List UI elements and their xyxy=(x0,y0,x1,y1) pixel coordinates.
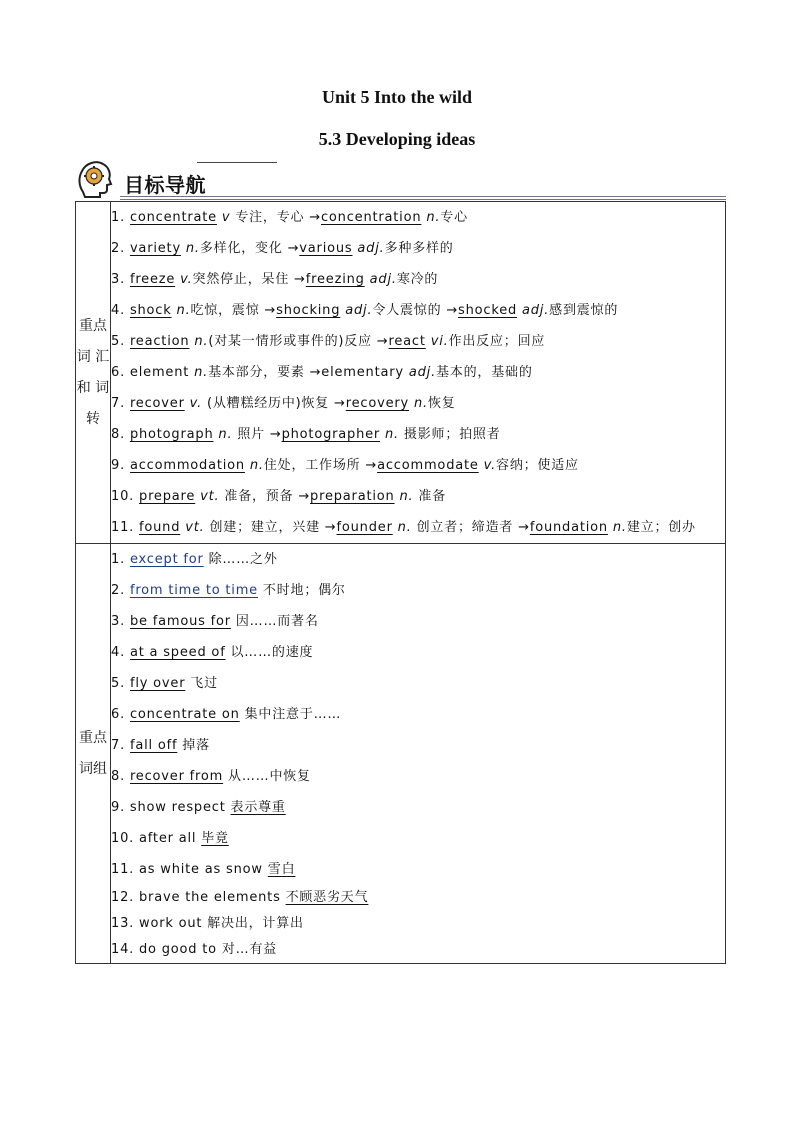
item-text: (从糟糕经历中)恢复 → xyxy=(206,396,346,411)
term-text: concentrate on xyxy=(129,707,240,722)
term-text: 雪白 xyxy=(267,862,296,877)
banner-topline xyxy=(197,162,277,163)
item-text: 寒冷的 xyxy=(396,272,439,287)
page-subtitle: 5.3 Developing ideas xyxy=(318,129,476,149)
item-text: 1. xyxy=(111,210,130,225)
item-text: 4. xyxy=(111,303,130,318)
item-text: 基本部分，要素 →elementary xyxy=(208,365,409,380)
category-line: 重点 xyxy=(79,729,107,746)
category-line: 词 汇 xyxy=(76,348,110,365)
term-text: fly over xyxy=(129,676,186,691)
phrase-items-cell xyxy=(111,544,726,964)
item-text: v. xyxy=(175,272,193,287)
item-text: 令人震惊的 → xyxy=(372,303,459,318)
phrase-section xyxy=(76,544,726,964)
item-text: 4. xyxy=(111,645,130,660)
item-text: 专注，专心 → xyxy=(235,210,321,225)
vocab-items-cell xyxy=(111,202,726,544)
item-text: 6. element xyxy=(111,365,195,380)
item-text: 感到震惊的 xyxy=(549,303,619,318)
vocab-item xyxy=(111,264,725,295)
item-text: 照片 → xyxy=(232,427,282,442)
vocab-item xyxy=(111,326,725,357)
phrase-item xyxy=(111,761,725,792)
term-text: reaction xyxy=(129,334,190,349)
term-text: from time to time xyxy=(129,583,258,598)
term-text: be famous for xyxy=(129,614,231,629)
item-text: 飞过 xyxy=(185,676,218,691)
term-text: freeze xyxy=(129,272,176,287)
term-text: except for xyxy=(129,552,204,567)
term-text: founder xyxy=(336,520,393,535)
item-text: vt. xyxy=(180,520,205,535)
phrase-item xyxy=(111,575,725,606)
item-text: 3. xyxy=(111,614,130,629)
phrase-item xyxy=(111,911,725,937)
item-text: v xyxy=(216,210,236,225)
item-text: vt. xyxy=(195,489,220,504)
banner-rule xyxy=(120,199,726,200)
item-text: 5. xyxy=(111,676,130,691)
item-text: 准备 xyxy=(413,489,447,504)
item-text: 8. xyxy=(111,427,130,442)
item-text: 9. xyxy=(111,458,130,473)
item-text: 住处，工作场所 → xyxy=(263,458,378,473)
item-text: 11. as white as snow xyxy=(111,862,268,877)
term-text: photographer xyxy=(281,427,381,442)
phrase-category-cell xyxy=(76,544,111,964)
item-text: 6. xyxy=(111,707,130,722)
item-text: 7. xyxy=(111,396,130,411)
term-text: recover from xyxy=(129,769,224,784)
item-text: n. xyxy=(421,210,441,225)
term-text: freezing xyxy=(305,272,365,287)
vocab-item xyxy=(111,512,725,543)
item-text: v. xyxy=(478,458,497,473)
item-text: 因……而著名 xyxy=(230,614,319,629)
term-text: prepare xyxy=(139,489,196,504)
item-text: 14. do good to 对…有益 xyxy=(111,942,278,957)
item-text: adj. xyxy=(408,365,437,380)
item-text: 10. after all xyxy=(111,831,202,846)
item-text: 创建；建立，兴建 → xyxy=(204,520,337,535)
item-text: n. xyxy=(380,427,399,442)
term-text: photograph xyxy=(129,427,214,442)
category-line: 词组 xyxy=(79,760,107,777)
item-text: 作出反应；回应 xyxy=(448,334,546,349)
item-text: 集中注意于…… xyxy=(239,707,342,722)
page-title: Unit 5 Into the wild xyxy=(321,87,473,107)
phrase-item xyxy=(111,606,725,637)
term-text: foundation xyxy=(529,520,608,535)
phrase-item xyxy=(111,699,725,730)
vocab-item xyxy=(111,357,725,388)
phrase-item xyxy=(111,730,725,761)
item-text: 恢复 xyxy=(427,396,456,411)
term-text: accommodate xyxy=(377,458,479,473)
item-text: (对某一情形或事件的)反应 → xyxy=(208,334,389,349)
vocab-item xyxy=(111,419,725,450)
item-text: 多种多样的 xyxy=(384,241,454,256)
item-text: n. xyxy=(392,520,412,535)
item-text: 不时地；偶尔 xyxy=(257,583,346,598)
phrase-item xyxy=(111,854,725,885)
term-text: concentrate xyxy=(129,210,217,225)
item-text: adj. xyxy=(340,303,373,318)
term-text: 表示尊重 xyxy=(230,800,286,815)
vocab-item xyxy=(111,295,725,326)
phrase-item xyxy=(111,937,725,963)
term-text: recover xyxy=(129,396,185,411)
phrase-item xyxy=(111,823,725,854)
phrase-item xyxy=(111,792,725,823)
term-text: fall off xyxy=(129,738,178,753)
item-text: 7. xyxy=(111,738,130,753)
item-text: 多样化，变化 → xyxy=(199,241,300,256)
term-text: react xyxy=(388,334,426,349)
vocab-item xyxy=(111,450,725,481)
item-text: 以……的速度 xyxy=(225,645,314,660)
item-text: 准备，预备 → xyxy=(219,489,311,504)
phrase-item xyxy=(111,637,725,668)
category-line: 重点 xyxy=(79,317,107,334)
section-banner xyxy=(76,158,726,202)
term-text: found xyxy=(139,520,181,535)
item-text: 掉落 xyxy=(177,738,210,753)
item-text: 基本的，基础的 xyxy=(436,365,533,380)
term-text: preparation xyxy=(310,489,395,504)
category-line: 和 词 xyxy=(76,379,110,396)
term-text: concentration xyxy=(320,210,422,225)
item-text: 3. xyxy=(111,272,130,287)
item-text: 2. xyxy=(111,583,130,598)
item-text: n. xyxy=(171,303,191,318)
vocab-item xyxy=(111,481,725,512)
item-text: 13. work out 解决出，计算出 xyxy=(111,916,304,931)
term-text: 毕竟 xyxy=(201,831,229,846)
item-text: vi. xyxy=(425,334,449,349)
term-text: shocked xyxy=(458,303,518,318)
term-text: at a speed of xyxy=(129,645,226,660)
item-text: n. xyxy=(189,334,209,349)
category-line: 转 xyxy=(86,410,100,427)
item-text: 5. xyxy=(111,334,130,349)
vocab-category-cell xyxy=(76,202,111,544)
vocab-item xyxy=(111,233,725,264)
item-text: adj. xyxy=(517,303,550,318)
item-text: n. xyxy=(244,458,264,473)
vocab-section xyxy=(76,202,726,544)
term-text: recovery xyxy=(345,396,410,411)
item-text: 2. xyxy=(111,241,130,256)
banner-rule xyxy=(120,196,726,197)
phrase-item xyxy=(111,885,725,911)
item-text: 创立者；缔造者 → xyxy=(411,520,530,535)
banner-label: 目标导航 xyxy=(124,173,206,197)
item-text: n. xyxy=(194,365,209,380)
item-text: 9. show respect xyxy=(111,800,231,815)
item-text: 10. xyxy=(111,489,140,504)
term-text: variety xyxy=(129,241,181,256)
item-text: n. xyxy=(607,520,627,535)
item-text: 摄影师；拍照者 xyxy=(398,427,501,442)
term-text: shock xyxy=(129,303,172,318)
item-text: 12. brave the elements xyxy=(111,890,286,905)
item-text: 8. xyxy=(111,769,130,784)
vocab-item xyxy=(111,388,725,419)
item-text: 除……之外 xyxy=(203,552,278,567)
item-text: n. xyxy=(180,241,200,256)
head-gear-icon xyxy=(76,158,114,198)
term-text: 不顾恶劣天气 xyxy=(285,890,369,905)
term-text: accommodation xyxy=(129,458,245,473)
item-text: 从……中恢复 xyxy=(223,769,311,784)
item-text: adj. xyxy=(364,272,397,287)
term-text: shocking xyxy=(276,303,341,318)
item-text: 1. xyxy=(111,552,130,567)
item-text: 11. xyxy=(111,520,140,535)
item-text: 吃惊，震惊 → xyxy=(190,303,277,318)
item-text: 突然停止，呆住 → xyxy=(192,272,306,287)
item-text: n. xyxy=(409,396,428,411)
item-text: v. xyxy=(184,396,207,411)
phrase-item xyxy=(111,544,725,575)
item-text: 专心 xyxy=(440,210,468,225)
item-text: n. xyxy=(213,427,233,442)
item-text: adj. xyxy=(352,241,385,256)
item-text: 建立；创办 xyxy=(626,520,696,535)
item-text: n. xyxy=(394,489,414,504)
item-text: 容纳；使适应 xyxy=(496,458,579,473)
study-table xyxy=(75,201,726,964)
phrase-item xyxy=(111,668,725,699)
vocab-item xyxy=(111,202,725,233)
term-text: various xyxy=(299,241,353,256)
